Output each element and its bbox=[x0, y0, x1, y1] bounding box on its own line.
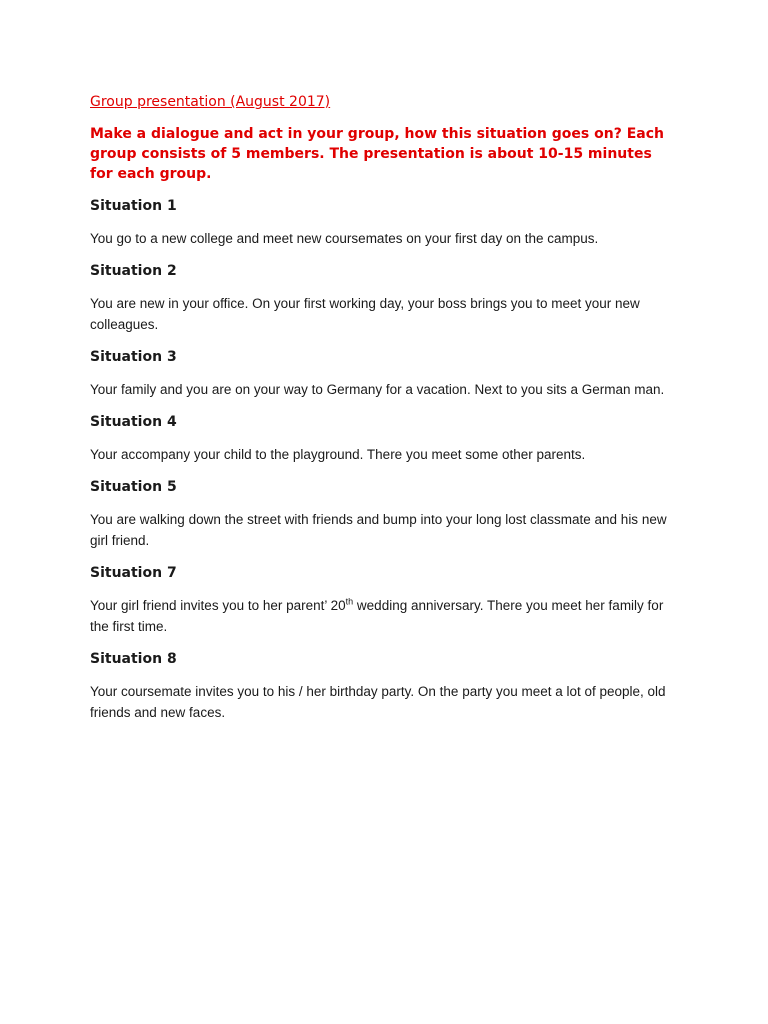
situation-1-text: You go to a new college and meet new coursemates on your first day on the campus. bbox=[90, 231, 599, 246]
situation-4-heading: Situation 4 bbox=[90, 414, 177, 430]
situation-5-text: You are walking down the street with friends and bump into your long lost classmate and his new girl friend. bbox=[90, 512, 667, 548]
situation-7-text-before: Your girl friend invites you to her parent’ 20 bbox=[90, 598, 346, 613]
situation-1-heading: Situation 1 bbox=[90, 198, 177, 214]
situation-8-heading: Situation 8 bbox=[90, 651, 177, 667]
document-page bbox=[90, 92, 690, 735]
situation-7-text bbox=[90, 595, 680, 637]
document-title: Group presentation (August 2017) bbox=[90, 94, 331, 110]
situation-7-text-after: wedding anniversary. There you meet her family for the first time. bbox=[90, 598, 664, 634]
situation-2-heading: Situation 2 bbox=[90, 263, 177, 279]
ordinal-suffix: th bbox=[345, 596, 354, 607]
situation-7-heading: Situation 7 bbox=[90, 565, 177, 581]
situation-8-text: Your coursemate invites you to his / her birthday party. On the party you meet a lot of people, old friends and new faces. bbox=[90, 684, 666, 720]
situation-3-heading: Situation 3 bbox=[90, 349, 177, 365]
situation-5-heading: Situation 5 bbox=[90, 479, 177, 495]
instructions: Make a dialogue and act in your group, how this situation goes on? Each group consists of 5 members. The presentation is about 10-15 minutes for each group. bbox=[90, 126, 664, 182]
situation-3-text: Your family and you are on your way to Germany for a vacation. Next to you sits a German man. bbox=[90, 382, 665, 397]
situation-2-text: You are new in your office. On your first working day, your boss brings you to meet your new colleagues. bbox=[90, 296, 640, 332]
situation-4-text: Your accompany your child to the playground. There you meet some other parents. bbox=[90, 447, 586, 462]
